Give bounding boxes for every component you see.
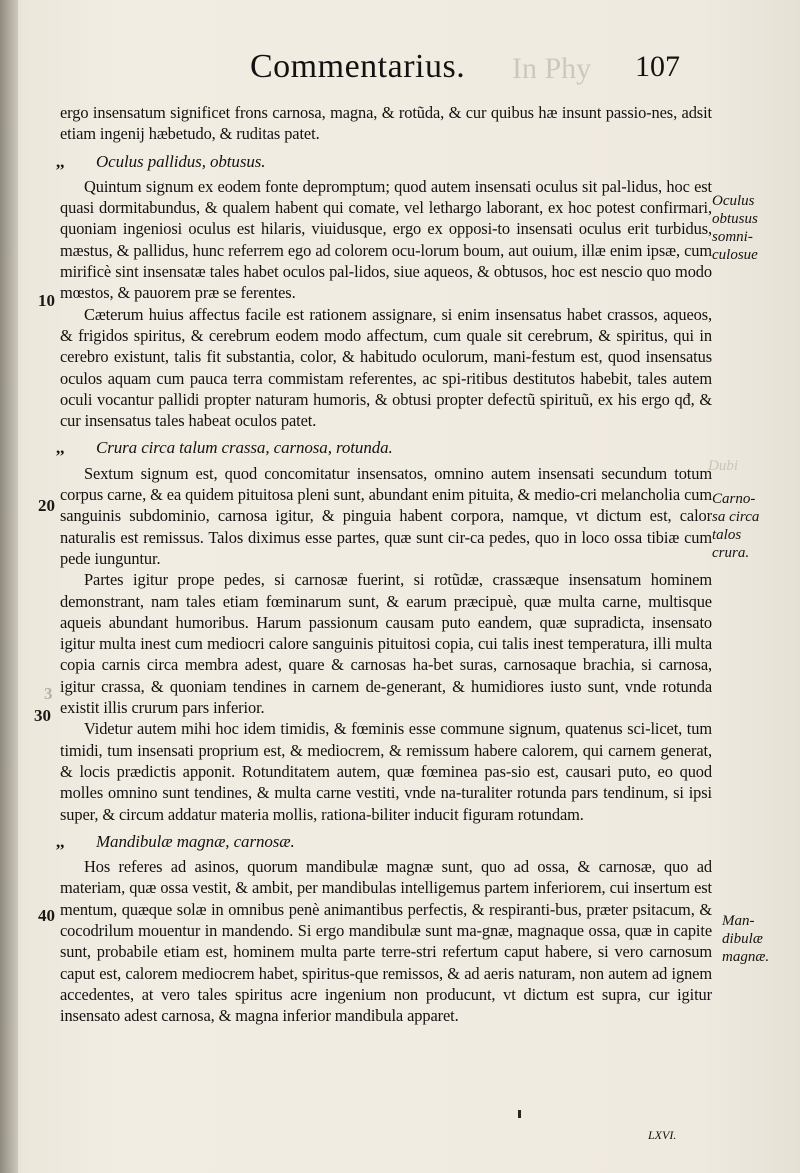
margin-note: Carno-sa circa talos crura. [712, 491, 760, 561]
heading-marker: ,, [56, 831, 65, 851]
section-heading [56, 831, 712, 852]
paragraph: Sextum signum est, quod concomitatur insensatos, omnino autem insensati secundum totum corpus carne, & ea quidem pituitosa pleni sunt, abundant enim pituita, & medio-cri melancholia cum sanguinis subdominio, carnosa igitur, & pinguia habent corpora, namque, vt dictum est, calor naturalis est remissus. Talos diximus esse partes, quæ sunt cir-ca pedes, quo in loco ossa tibiæ cum pede iunguntur. [60, 463, 712, 568]
line-number: 10 [38, 291, 55, 310]
show-through-margin-note: Dubi [708, 458, 738, 474]
body-text [56, 102, 712, 1026]
margin-note: Man-dibulæ magnæ. [722, 913, 770, 965]
line-number: 20 [38, 496, 55, 515]
line-number: 30 [34, 706, 51, 725]
paragraph: Videtur autem mihi hoc idem timidis, & fœminis esse commune signum, quatenus sci-licet, tum timidi, tum insensati proprium est, & mediocrem, & remissum habere calorem, qui carnem generat, & locis prædictis apponit. Rotunditatem autem, quæ fœminea pas-sio est, causari puto, eo quod molles omnino sunt tendines, & multa carne vestiti, vnde na-turaliter rotunda pars tendinum, si ipsi super, & circum addatur materia mollis, rationa-biliter inducit figuram rotundam. [60, 719, 712, 824]
section-heading [56, 151, 712, 172]
paragraph: Cæterum huius affectus facile est rationem assignare, si enim insensatus habet crassos, aqueos, & frigidos spiritus, & cerebrum eodem modo affectum, cum quale sit cerebrum, & spiritus, qui in cerebro existunt, talis fit substantia, color, & habitudo oculorum, mani-festum est, quod insensatus oculos aquam cum pauca terra commistam referentes, ac spi-ritibus destitutos habebit, tales autem oculi vocantur pallidi propter naturam humoris, & obtusi propter defectũ spirituũ, ex his ergo qđ, & cur insensatus tales habeat oculos patet. [60, 304, 712, 431]
heading-marker: ,, [56, 151, 65, 171]
heading-text: Crura circa talum crassa, carnosa, rotunda. [96, 438, 393, 458]
line-number: 40 [38, 906, 55, 925]
paragraph: Hos referes ad asinos, quorum mandibulæ magnæ sunt, quo ad ossa, & carnosæ, quo ad materiam, quæ ossa vestit, & ambit, per mandibulas intelligemus partem inferiorem, cui insertum est mentum, quæque solæ in omnibus penè animantibus perfectis, & respiranti-bus, præter psitacum, & cocodrilum mouentur in mandendo. Si ergo mandibulæ sunt ma-gnæ, magnaque ossa, quæ in capite sunt, probabile etiam est, hominem multa parte terre-stri refertum caput habere, si vero carnosum caput est, calorem mediocrem habet, spiritus-que remissos, & ad aeris naturam, non autem ad ignem accedentes, at vero tales spiritus acre ingenium non producunt, vt dictum est supra, cur igitur insensato adest carnosa, & magna inferior mandibula apparet. [60, 857, 712, 1026]
page-number: 107 [635, 50, 680, 83]
paragraph: Quintum signum ex eodem fonte depromptum; quod autem insensati oculus sit pal-lidus, hoc est quasi dormitabundus, & qualem habent qui comate, vel lethargo laborant, ex hoc potest confirmari, quoniam ingeniosi oculus est hilaris, viuidusque, ergo ex opposi-to insensati oculus erit turbidus, mæstus, & pallidus, hunc referrem ego ad colorem ocu-lorum boum, aut ouium, illæ enim ipsæ, cum mirificè sint insensatæ tales habet oculos pal-lidos, siue aqueos, & obtusos, hoc est nescio quo modo mœstos, & pauorem præ se ferentes. [60, 176, 712, 303]
section-heading [56, 437, 712, 458]
ink-speck [518, 1110, 521, 1118]
running-head [250, 48, 690, 96]
show-through-text: In Phy [512, 52, 592, 85]
margin-note: Oculus obtusus somni-culosue [712, 193, 758, 263]
catchword: LXVI. [648, 1128, 677, 1142]
heading-text: Oculus pallidus, obtusus. [96, 151, 266, 171]
paragraph: Partes igitur prope pedes, si carnosæ fuerint, si rotũdæ, crassæque insensatum hominem demonstrant, nam tales etiam fœminarum sunt, & earum præcipuè, quæ multa carne, multisque aqueis abundant humoribus. Harum passionum causam puto eandem, quæ supradicta, insensato igitur multa inest cum mediocri calore sanguinis pituitosi copia, cui talis inest temperatura, illi multa copia carnis circa membra adest, quare & carnosas ha-bet suras, carnosaque brachia, si carnosa, igitur crassa, & quoniam tendines in carnem de-generant, & humidiores iusto sunt, vnde rotunda existit illis crurum pars inferior. [60, 570, 712, 718]
show-through-line-number: 3 [44, 684, 53, 703]
heading-marker: ,, [56, 438, 65, 458]
heading-text: Mandibulæ magnæ, carnosæ. [96, 831, 295, 851]
running-head-title: Commentarius. [250, 48, 466, 85]
binding-gutter [0, 0, 18, 1173]
paragraph: ergo insensatum significet frons carnosa, magna, & rotũda, & cur quibus hæ insunt passio-nes, adsit etiam ingenij hæbetudo, & ruditas patet. [60, 103, 712, 144]
